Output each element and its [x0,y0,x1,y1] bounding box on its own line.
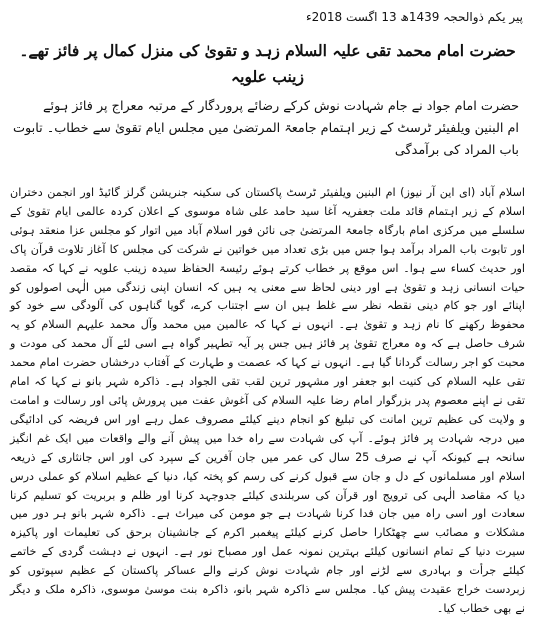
dateline: پیر یکم ذوالحجہ 1439ھ 13 اگست 2018ء [305,10,523,24]
subheadline-2: ام البنین ویلفیئر ٹرسٹ کے زیر اہتمام جامعۃ المرتضیٰ میں مجلس ایام تقویٰ سے خطاب۔ تابوت باب المراد کی برآمدگی [12,121,519,158]
headline: حضرت امام محمد تقی علیہ السلام زہد و تقویٰ کی منزل کمال پر فائز تھے۔ زینب علویہ [19,41,516,86]
article-body: اسلام آباد (ای این آر نیوز) ام البنین ویلفیئر ٹرسٹ پاکستان کی سکینہ جنریشن گرلز گائیڈ اور انجمن دختران اسلام کے زیر اہتمام قائد ملت جعفریہ آغا سید حامد علی شاہ موسوی کے اعلان کردہ عالمی ایام تقویٰ کے سلسلے میں مرکزی امام بارگاہ جامعۃ المرتضیٰ جی نائن فور اسلام آباد میں اتوار کو مجلس عزا منعقد ہوئی اور تابوت باب المراد برآمد ہوا جس میں بڑی تعداد میں خواتین نے شرکت کی مجلس کا آغاز تلاوت قرآن پاک اور حدیث کساء سے ہوا۔ اس موقع پر خطاب کرتے ہوئے رئیسۃ الحفاظ سیدہ زینب علویہ نے کہا کہ مقصد حیات انسانی زہد و تقویٰ ہے اور دینی لحاظ سے معنی یہ ہیں کہ انسان اپنی زندگی میں الٰہی اصولوں کو اپنائے اور جو کام دینی نقطہ نظر سے غلط ہیں ان سے اجتناب کرے، گویا گناہوں کی آلودگی سے خود کو محفوظ رکھنے کا نام زہد و تقویٰ ہے۔ انہوں نے کہا کہ عالمین میں محمد وآل محمد علیہم السلام کو یہ شرف حاصل ہے کہ وہ معراج تقویٰ پر فائز ہیں جس پر آیہ تطہیر گواہ ہے اسی لئے آل محمد کی مودت و محبت کو اجر رسالت گردانا گیا ہے۔ انہوں نے کہا کہ عصمت و طہارت کے آفتاب درخشاں حضرت امام محمد تقی علیہ السلام کی کنیت ابو جعفر اور مشہور ترین لقب تقی الجواد ہے۔ ذاکرہ شہر بانو نے کہا کہ امام تقی نے اپنے معصوم پدر بزرگوار امام رضا علیہ السلام کی آغوش عفت میں پرورش پائی اور رسالت و امامت و ولایت کی عظیم ترین امانت کی تبلیغ کو انجام دینے کیلئے مصروف عمل رہے اور اس فریضہ کی ادائیگی میں درجہ شہادت پر فائز ہوئے۔ آپ کی شہادت سے راہ خدا میں پیش آنے والے واقعات میں ایک غم انگیز سانحہ ہے کیونکہ آپ نے صرف 25 سال کی عمر میں جان آفرین کے سپرد کی اور اس جانثاری کے ذریعہ اسلام اور مسلمانوں کے دل و جان سے قبول کرنے کی رسم کو پختہ کیا، دنیا کے عظیم اسلام کو عملی درس دیا کہ مقاصد الٰہی کی ترویج اور قرآن کی سربلندی کیلئے جدوجہد کرنا اور ظلم و بربریت کو تسلیم کرنا سعادت اور اسی راہ میں جان فدا کرنا شہادت ہے جو مومن کی میراث ہے۔ ذاکرہ شہر بانو ہر دور میں مشکلات و مصائب سے چھٹکارا حاصل کرنے کیلئے پیغمبر اکرم کے جانشینان برحق کی تعلیمات اور پاکیزہ سیرت دنیا کے تمام انسانوں کیلئے بہترین نمونہ عمل اور مصباح نور ہے۔ انہوں نے دہشت گردی کے خاتمے کیلئے جرأت و بہادری سے لڑنے اور جام شہادت نوش کرنے والے عساکر پاکستان کے عظیم سپوتوں کو زبردست خراج عقیدت پیش کیا۔ مجلس سے ذاکرہ شہر بانو، ذاکرہ بنت موسیٰ موسوی، ذاکرہ ملک و دیگر نے بھی خطاب کیا۔ [10,186,525,615]
subheadline-1: حضرت امام جواد نے جام شہادت نوش کرکے رضائے پروردگار کے مرتبہ معراج پر فائز ہوئے [43,99,519,114]
